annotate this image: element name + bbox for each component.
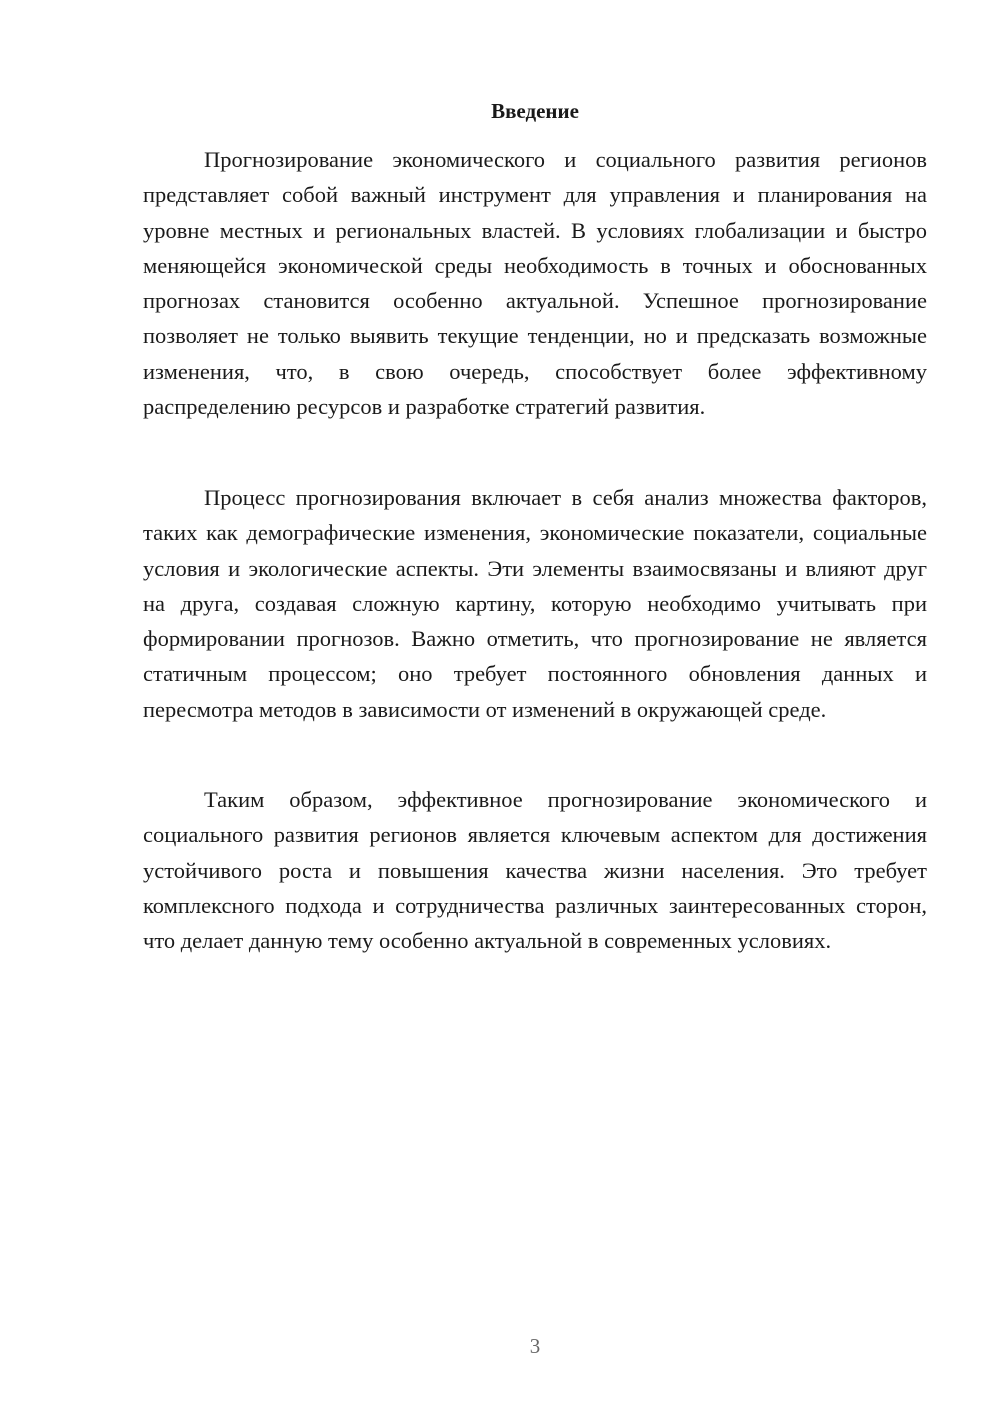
paragraph-1: Прогнозирование экономического и социального развития регионов представляет собой важный инструмент для управления и планирования на уровне местных и региональных властей. В условиях глобализации и быстро меняющейся экономической среды необходимость в точных и обоснованных прогнозах становится особенно актуальной. Успешное прогнозирование позволяет не только выявить текущие тенденции, но и предсказать возможные изменения, что, в свою очередь, способствует более эффективному распределению ресурсов и разработке стратегий развития. — [143, 147, 927, 420]
paragraph-3: Таким образом, эффективное прогнозирование экономического и социального развития регионов является ключевым аспектом для достижения устойчивого роста и повышения качества жизни населения. Это требует комплексного подхода и сотрудничества различных заинтересованных сторон, что делает данную тему особенно актуальной в современных условиях. — [143, 787, 927, 954]
section-title: Введение — [491, 99, 579, 123]
page-number: 3 — [529, 1334, 541, 1358]
paragraph-2: Процесс прогнозирования включает в себя анализ множества факторов, таких как демографические изменения, экономические показатели, социальные условия и экологические аспекты. Эти элементы взаимосвязаны и влияют друг на друга, создавая сложную картину, которую необходимо учитывать при формировании прогнозов. Важно отметить, что прогнозирование не является статичным процессом; оно требует постоянного обновления данных и пересмотра методов в зависимости от изменений в окружающей среде. — [143, 485, 927, 722]
